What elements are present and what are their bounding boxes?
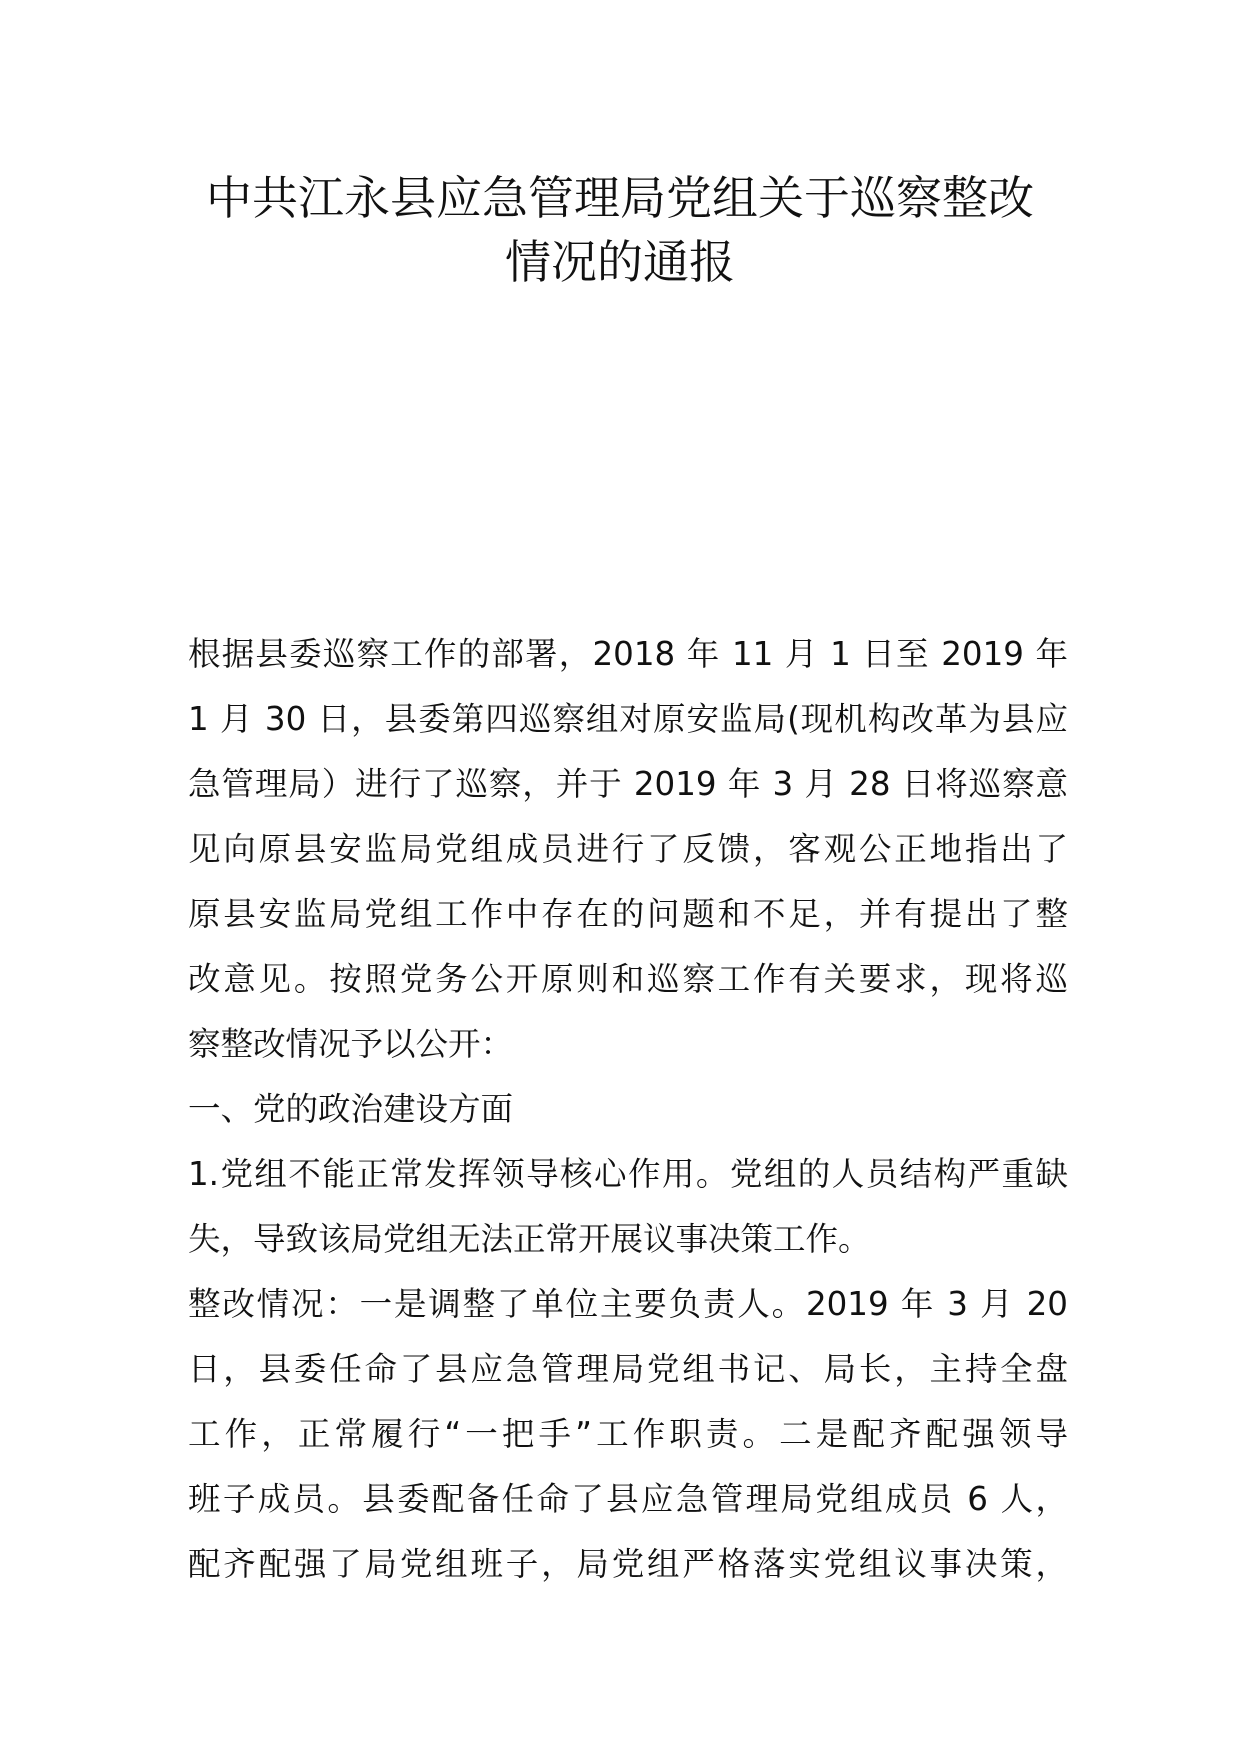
body-line: 原县安监局党组工作中存在的问题和不足，并有提出了整 [188,895,1068,933]
body-line: 见向原县安监局党组成员进行了反馈，客观公正地指出了 [188,830,1068,868]
body-line: 工作，正常履行“一把手”工作职责。二是配齐配强领导 [188,1415,1068,1453]
body-line: 改意见。按照党务公开原则和巡察工作有关要求，现将巡 [188,960,1068,998]
body-line: 配齐配强了局党组班子，局党组严格落实党组议事决策， [188,1545,1068,1583]
body-line: 1 月 30 日，县委第四巡察组对原安监局(现机构改革为县应 [188,700,1068,738]
title-line-2: 情况的通报 [505,235,735,289]
body-line: 整改情况：一是调整了单位主要负责人。2019 年 3 月 20 [188,1285,1068,1323]
body-line: 失，导致该局党组无法正常开展议事决策工作。 [188,1220,871,1258]
document-body [188,622,1068,1597]
body-line: 察整改情况予以公开： [188,1025,514,1063]
body-line: 急管理局）进行了巡察，并于 2019 年 3 月 28 日将巡察意 [188,765,1068,803]
document-title [180,166,1060,294]
body-line: 根据县委巡察工作的部署，2018 年 11 月 1 日至 2019 年 [188,635,1068,673]
body-line: 日，县委任命了县应急管理局党组书记、局长，主持全盘 [188,1350,1068,1388]
body-line: 1.党组不能正常发挥领导核心作用。党组的人员结构严重缺 [188,1155,1068,1193]
body-line: 一、党的政治建设方面 [188,1090,514,1128]
body-line: 班子成员。县委配备任命了县应急管理局党组成员 6 人， [188,1480,1068,1518]
title-line-1: 中共江永县应急管理局党组关于巡察整改 [206,171,1034,225]
